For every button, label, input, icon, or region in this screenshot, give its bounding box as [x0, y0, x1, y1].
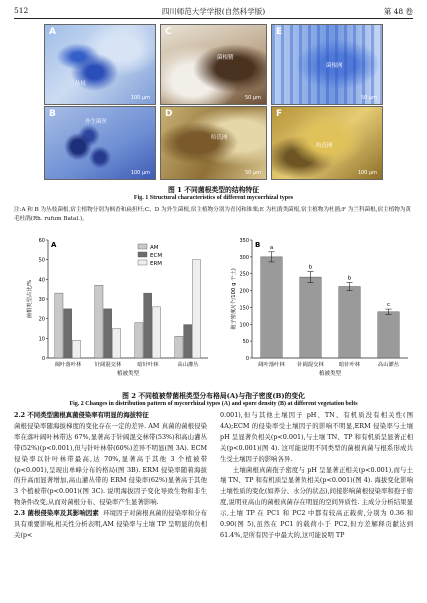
- significance-letter: b: [308, 264, 313, 271]
- paragraph-right-2: 土壤菌根真菌孢子密度与 pH 呈显著正相关(p<0.001),而与土壤 TN、TP 和有机质呈显著负相关(p<0.001)(图 4). 海拔变化影响土壤性质的变化(如养分、水分的状态),间接影响菌根侵染率和孢子密度,说明亚高山的菌根真菌存在明显的空间异质性. 主成分分析结果显示,土壤 TP 在 PC1 和 PC2 中都有较高正载荷,分别为 0.36 和 0.90(图 5),虽然在 PC1 的载荷小于 PC2,但方差解释贡献达到 61.4%,是所有因子中最大的,这可能说明 TP: [220, 465, 413, 539]
- scale-bar-d: 50 μm: [244, 170, 261, 176]
- chart-a-y-tick-label: 40: [38, 277, 45, 284]
- annotation-extraradical-hyphae: 外生菌丝: [85, 119, 108, 125]
- chart-a-x-tick-label: 阔叶落叶林: [54, 362, 82, 368]
- bar-am: [175, 336, 183, 358]
- bar-spore-density: [261, 257, 282, 358]
- chart-b-y-tick-label: 100: [239, 322, 249, 329]
- chart-b-y-tick-label: 150: [239, 305, 249, 312]
- chart-b-y-tick-label: 0: [245, 356, 249, 362]
- significance-letter: a: [269, 244, 274, 251]
- bar-am: [135, 323, 143, 358]
- chart-a-panel-label: A: [51, 241, 57, 249]
- chart-a-x-axis-label: 植被类型: [116, 371, 140, 377]
- significance-letter: c: [386, 302, 391, 309]
- volume-number: 第 48 卷: [383, 7, 413, 16]
- section-heading-2-2: 2.2 不同类型菌根真菌侵染率有明显的海拔特征: [14, 411, 149, 419]
- bar-am: [55, 293, 63, 358]
- chart-b-x-tick-label: 针阔混交林: [297, 362, 324, 368]
- bar-erm: [152, 307, 160, 358]
- scale-bar-c: 50 μm: [244, 95, 261, 101]
- panel-label-a: A: [49, 27, 56, 37]
- legend-swatch-ecm: [138, 252, 147, 257]
- annotation-hartig-net-f: 哈氏网: [316, 143, 333, 149]
- chart-a-y-tick-label: 10: [38, 336, 45, 343]
- panel-label-d: D: [165, 109, 173, 119]
- figure-2-caption-en: Fig. 2 Changes in distribution pattern of mycorrhizal types (A) and spore density (B) at different vegetation belts: [69, 401, 358, 407]
- chart-a-y-tick-label: 50: [38, 257, 45, 264]
- legend-swatch-am: [138, 244, 147, 249]
- body-right-column: [220, 410, 413, 541]
- bar-ecm: [184, 325, 192, 358]
- bar-spore-density: [378, 312, 399, 358]
- significance-letter: b: [347, 275, 352, 282]
- scale-bar-b: 100 μm: [130, 170, 150, 176]
- bar-ecm: [64, 309, 72, 358]
- chart-b: [214, 232, 413, 388]
- chart-b-x-tick-label: 暗针叶林: [338, 362, 361, 368]
- section-heading-2-3: 2.3 菌根侵染率及其影响因素: [14, 509, 99, 518]
- page-number: 512: [14, 6, 29, 15]
- chart-a-x-tick-label: 针阔混交林: [94, 362, 122, 368]
- annotation-mycorrhizal-network: 菌根网: [326, 63, 343, 69]
- paragraph-2-3: [14, 508, 207, 541]
- header-rule: [14, 18, 413, 19]
- chart-a-y-tick-label: 30: [38, 297, 45, 303]
- panel-label-c: C: [165, 27, 172, 37]
- micrograph-panel-a: [44, 24, 156, 105]
- chart-a-y-axis-label: 菌根类型占比/%: [27, 279, 33, 319]
- paragraph-2-2: 菌根侵染率随海拔梯度的变化存在一定的差异. AM 真菌的菌根侵染率在落叶阔叶林带达 67%,显著高于针阔混交林带(53%)和高山灌丛带(52%)(p<0.001),但与针叶林带(60%)差异不明显(图 3A). ECM 侵染率以针叶林带最高,达 70%,显著高于其他 3 个植被带(p<0.001),呈现出单峰分布的格局(图 3B). ERM 侵染率随着海拔的升高而显著增加,高山灌丛带的 ERM 侵染率(62%)显著高于其他 3 个植被带(p<0.001)(图 3C). 说明海拔因子变化导致生物和非生物条件改变,从而对菌根分布、侵染率产生显著影响.: [14, 421, 207, 507]
- bar-ecm: [104, 309, 112, 358]
- figure-1-note: 注:A 和 B 为丛枝菌根,宿主植物分别为枫香和扁担杆;C、D 为外生菌根,宿主植物分别为青冈和锥栗;E 为杜鹃类菌根,宿主植物为杜鹃;F 为兰科菌根,宿主植物为黄毛杜鹃(Rh. rufum Batal.)。: [14, 207, 412, 222]
- bar-am: [95, 285, 103, 358]
- chart-a-y-tick-label: 20: [38, 316, 45, 323]
- chart-b-y-tick-label: 300: [239, 254, 249, 261]
- chart-a-y-tick-label: 60: [38, 238, 45, 244]
- chart-b-y-tick-label: 350: [239, 238, 249, 244]
- chart-b-y-tick-label: 50: [242, 339, 249, 346]
- journal-title: 四川师范大学学报(自然科学版): [161, 7, 266, 16]
- legend-label-erm: ERM: [150, 261, 163, 267]
- bar-spore-density: [339, 287, 360, 358]
- annotation-arbuscule: 丛枝: [75, 81, 87, 87]
- paragraph-right-1: 0.001),但与其他土壤因子 pH、TN、有机质没有相关性(图 4A);ECM 的侵染率受土壤因子的影响不明显,ERM 侵染率与土壤 pH 呈显著负相关(p<0.001),与土壤 TN、TP 和有机质呈显著正相关(p<0.001)(图 4). 这可能说明不同类型的菌根真菌与根系形成共生受土壤因子的影响各异.: [220, 411, 413, 463]
- chart-b-y-tick-label: 200: [239, 288, 249, 295]
- figure-1-caption-cn: 图 1 不同菌根类型的结构特征: [167, 186, 260, 194]
- bar-erm: [112, 329, 120, 359]
- chart-b-y-tick-label: 250: [239, 271, 249, 278]
- chart-b-x-tick-label: 高山灌丛: [377, 362, 400, 368]
- annotation-hartig-net-d: 哈氏网: [211, 135, 228, 141]
- bar-erm: [192, 260, 200, 358]
- micrograph-panel-b: [44, 106, 156, 180]
- paragraph-2-3-text: 环境因子对菌根真菌的侵染率和分布具有重要影响,相关性分析表明,AM 侵染率与土壤 TP 呈明显的负相关(p<: [14, 509, 208, 539]
- scale-bar-f: 100 μm: [357, 170, 377, 176]
- legend-label-ecm: ECM: [150, 253, 163, 259]
- bar-erm: [72, 340, 80, 358]
- chart-b-y-axis-label: 孢子密度/(个/100 g 干土): [231, 268, 237, 330]
- bar-spore-density: [300, 277, 321, 358]
- panel-label-f: F: [276, 109, 283, 119]
- chart-a-x-tick-label: 高山灌丛: [177, 362, 199, 368]
- chart-a-x-tick-label: 暗针叶林: [137, 362, 159, 368]
- figure-2-caption-cn: 图 2 不同植被带菌根类型分布格局(A)与孢子密度(B)的变化: [122, 392, 305, 400]
- legend-swatch-erm: [138, 260, 147, 265]
- legend-label-am: AM: [150, 245, 159, 251]
- chart-a: [14, 232, 214, 388]
- body-left-column: [14, 410, 207, 541]
- micrograph-panel-f: [271, 106, 383, 180]
- micrograph-panel-c: [160, 24, 267, 105]
- bar-ecm: [144, 293, 152, 358]
- scale-bar-a: 100 μm: [130, 95, 150, 101]
- chart-b-x-axis-label: 植被类型: [318, 371, 342, 377]
- annotation-mantle: 菌根鞘: [217, 55, 234, 61]
- panel-label-e: E: [276, 27, 283, 37]
- micrograph-panel-e: [271, 24, 383, 105]
- panel-label-b: B: [49, 109, 56, 119]
- micrograph-panel-d: [160, 106, 267, 180]
- figure-1-caption-en: Fig. 1 Structural characteristics of different mycorrhizal types: [133, 195, 294, 201]
- chart-b-panel-label: B: [255, 241, 261, 249]
- chart-a-y-tick-label: 0: [41, 356, 45, 362]
- chart-b-x-tick-label: 阔叶落叶林: [258, 362, 285, 368]
- scale-bar-e: 50 μm: [360, 95, 377, 101]
